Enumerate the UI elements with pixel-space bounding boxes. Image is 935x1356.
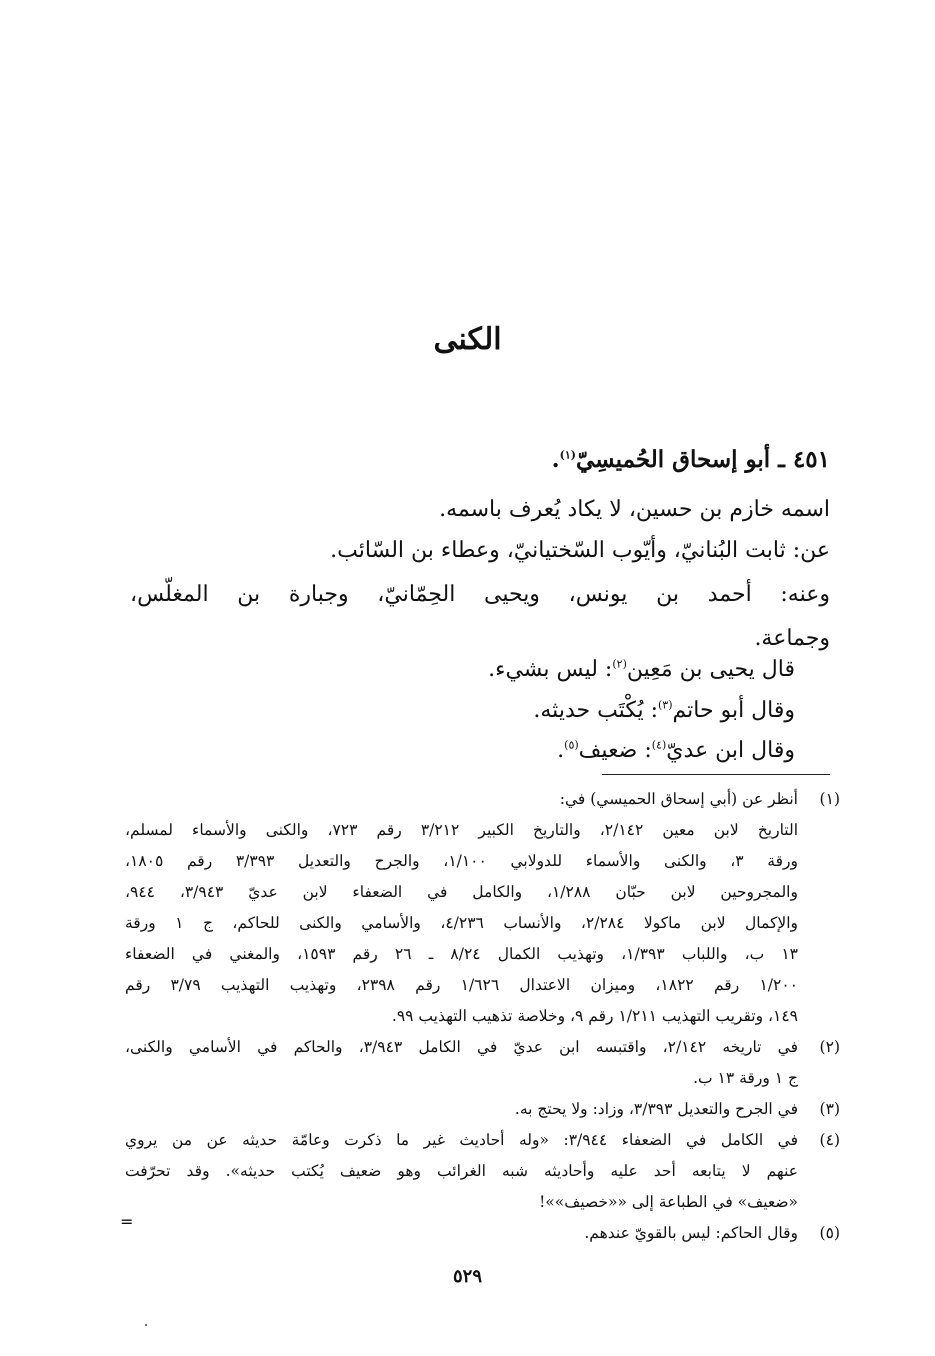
footnote-line: في تاريخه ٢/١٤٢، واقتبسه ابن عديّ في الكامل ٣/٩٤٣، والحاكم في الأسامي والكنى،: [125, 1038, 799, 1056]
entry-heading-text: ٤٥١ ـ أبو إسحاق الحُميسِيّ: [575, 446, 830, 473]
footnote-line: «ضعيف» في الطباعة إلى ««خصيف»»!: [539, 1193, 798, 1211]
quote-abu-hatim: [95, 691, 795, 731]
footnote-line: والمجروحين لابن حبّان ١/٢٨٨، والكامل في الضعفاء لابن عديّ ٣/٩٤٣، ٩٤٤،: [125, 883, 798, 901]
entry-narrators-line-2: وجماعة.: [754, 626, 830, 651]
footnote-body: [125, 1094, 798, 1125]
entry-narrators: [130, 575, 830, 615]
footnote-line: وقال الحاكم: ليس بالقويّ عندهم.: [584, 1224, 798, 1242]
footnote-body: [125, 1032, 798, 1094]
footnote-line: في الجرح والتعديل ٣/٣٩٣، وزاد: ولا يحتج به.: [514, 1100, 798, 1118]
footnote-body: [125, 1218, 798, 1249]
quote-ibn-maeen: [95, 650, 795, 690]
entry-narrators-line: وعنه: أحمد بن يونس، ويحيى الحِمّانيّ، وجبارة بن المغلّس،: [130, 582, 830, 607]
scan-speck: [145, 1324, 147, 1326]
footnote-ref-4: (٤): [651, 738, 667, 752]
footnote-number: (٤): [819, 1131, 840, 1149]
quote-3-end: .: [557, 738, 565, 763]
quote-2-prefix: وقال أبو حاتم: [672, 698, 795, 723]
quote-3-prefix: وقال ابن عديّ: [666, 738, 795, 763]
footnote-ref-1: (١): [559, 448, 576, 462]
footnotes: [125, 784, 840, 1249]
footnote-line: عنهم لا يتابعه أحد عليه وأحاديثه شبه الغرائب وهو ضعيف يُكتب حديثه». وقد تحرّفت: [125, 1162, 798, 1180]
footnote-line: أنظر عن (أبي إسحاق الحميسي) في:: [559, 790, 798, 808]
footnote-ref-3: (٣): [658, 698, 673, 712]
entry-heading: [130, 440, 830, 480]
footnote-line: ١٣ ب، واللباب ١/٣٩٣، وتهذيب الكمال ٨/٢٤ ـ ٢٦ رقم ١٥٩٣، والمغني في الضعفاء: [125, 945, 798, 963]
quote-1-text: : ليس بشيء.: [488, 657, 613, 682]
footnote-2: [125, 1032, 840, 1094]
quote-ibn-adi: [95, 731, 795, 771]
footnote-line: في الكامل في الضعفاء ٣/٩٤٤: «وله أحاديث غير ما ذكرت وعامّة حديثه عن من يروي: [125, 1131, 798, 1149]
section-title: الكنى: [433, 322, 502, 357]
footnote-1: [125, 784, 840, 1032]
footnote-number: (٣): [819, 1100, 840, 1118]
footnote-body: [125, 1125, 798, 1218]
footnote-number: (٢): [819, 1038, 840, 1056]
quote-1-prefix: قال يحيى بن مَعِين: [626, 657, 795, 682]
footnote-line: والإكمال لابن ماكولا ٢/٢٨٤، والأنساب ٤/٢٣٦، والأسامي والكنى للحاكم، ج ١ ورقة: [125, 914, 798, 932]
quote-2-text: : يُكْتَب حديثه.: [533, 698, 658, 723]
entry-heading-end: .: [551, 446, 560, 473]
quote-3-mid: : ضعيف: [578, 738, 652, 763]
footnote-line: ١/٢٠٠ رقم ١٨٢٢، وميزان الاعتدال ١/٦٢٦ رقم ٢٣٩٨، وتهذيب التهذيب ٣/٧٩ رقم: [125, 976, 798, 994]
footnote-ref-2: (٢): [612, 657, 627, 671]
footnote-line: ١٤٩، وتقريب التهذيب ١/٢١١ رقم ٩، وخلاصة تذهيب التهذيب ٩٩.: [391, 1007, 798, 1025]
entry-name-line: اسمه خازم بن حسين، لا يكاد يُعرف باسمه.: [439, 497, 830, 522]
footnote-4: [125, 1125, 840, 1218]
footnote-number: (١): [819, 790, 840, 808]
footnote-line: ج ١ ورقة ١٣ ب.: [693, 1069, 798, 1087]
footnote-line: ورقة ٣، والكنى والأسماء للدولابي ١/١٠٠، والجرح والتعديل ٣/٣٩٣ رقم ١٨٠٥،: [125, 852, 798, 870]
footnote-ref-5: (٥): [564, 738, 579, 752]
page-number: ٥٢٩: [452, 1266, 482, 1287]
entry-from-line: عن: ثابت البُنانيّ، وأيّوب السّختيانيّ، وعطاء بن السّائب.: [330, 538, 830, 563]
footnote-3: [125, 1094, 840, 1125]
footnote-line: التاريخ لابن معين ٢/١٤٢، والتاريخ الكبير ٣/٢١٢ رقم ٧٢٣، والكنى والأسماء لمسلم،: [125, 821, 798, 839]
footnote-body: [125, 784, 798, 1032]
footnote-5: [125, 1218, 840, 1249]
footnote-number: (٥): [819, 1224, 840, 1242]
continuation-mark: =: [120, 1212, 134, 1231]
footnote-divider: [602, 774, 830, 775]
